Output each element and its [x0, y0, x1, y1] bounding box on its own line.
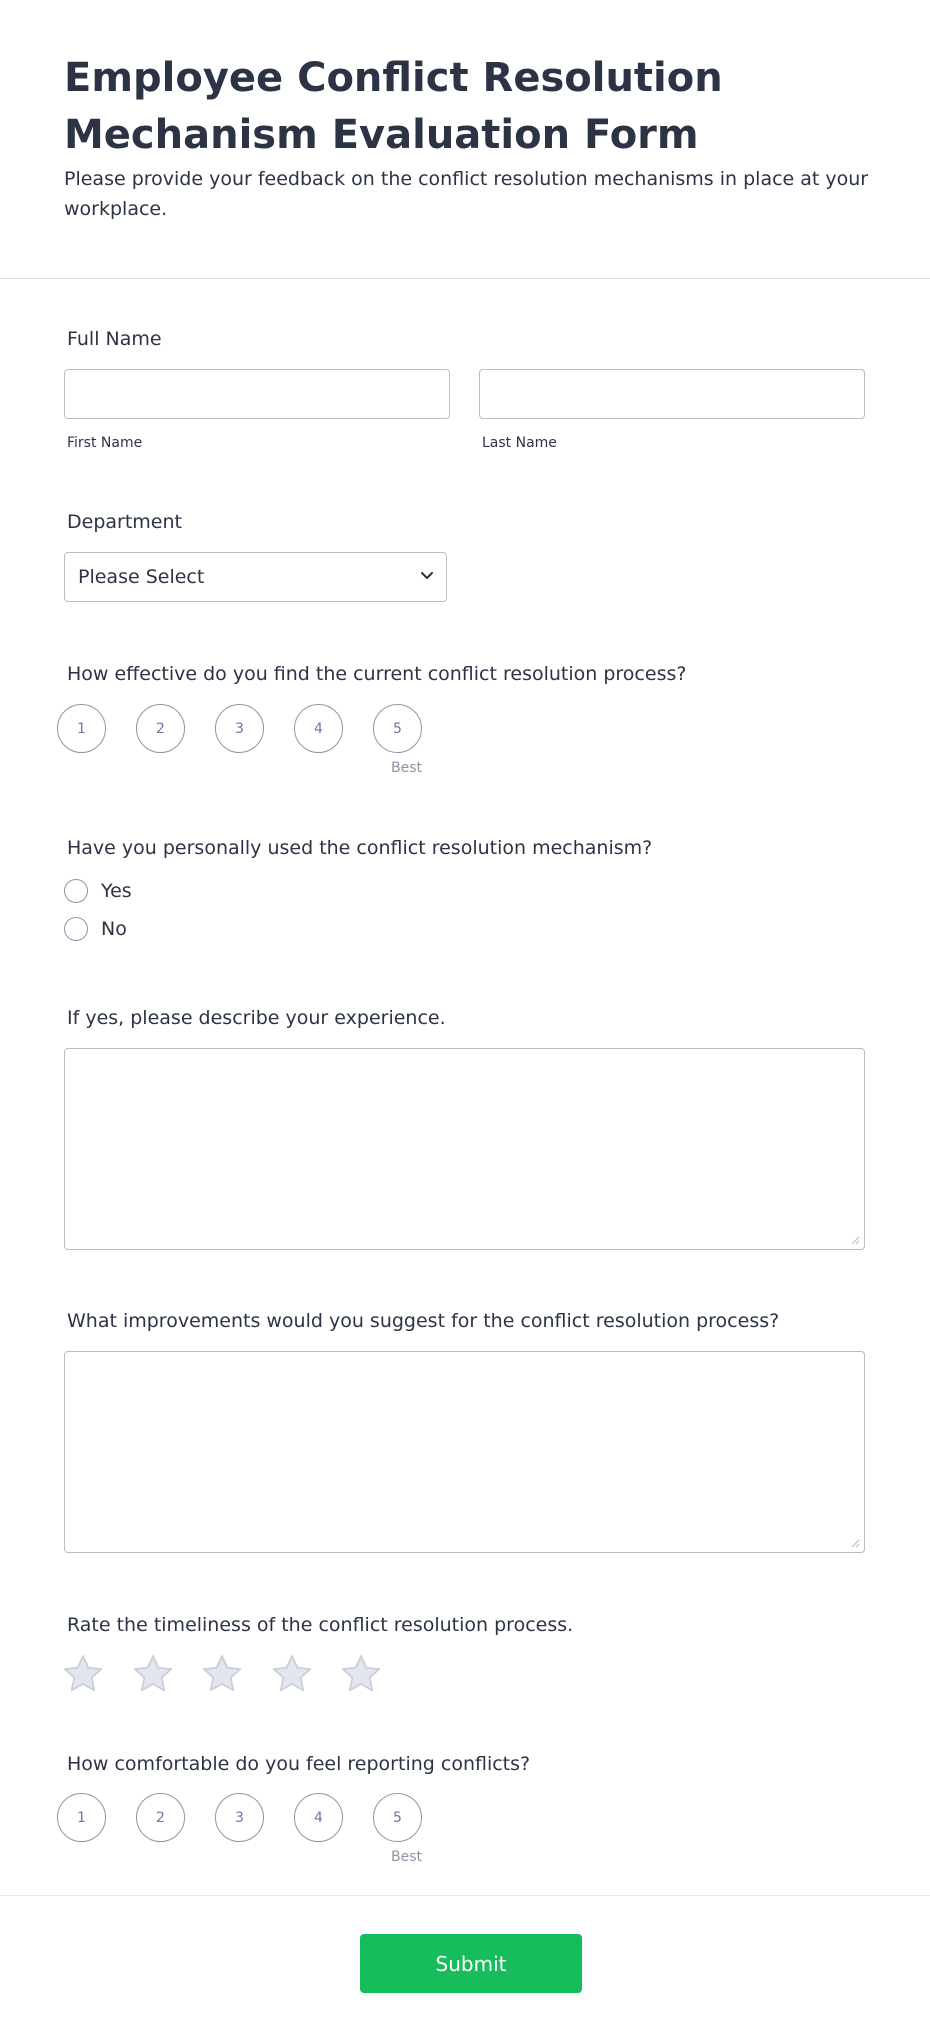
used-mechanism-no-radio[interactable]	[64, 917, 88, 941]
used-mechanism-yes-radio[interactable]	[64, 879, 88, 903]
effectiveness-option-4[interactable]: 4	[294, 704, 343, 753]
improvements-label: What improvements would you suggest for the conflict resolution process?	[67, 1310, 780, 1332]
submit-button[interactable]: Submit	[360, 1934, 582, 1993]
timeliness-label: Rate the timeliness of the conflict resolution process.	[67, 1614, 574, 1636]
improvements-textarea[interactable]	[64, 1351, 865, 1553]
comfort-option-3[interactable]: 3	[215, 1793, 264, 1842]
comfort-option-1[interactable]: 1	[57, 1793, 106, 1842]
full-name-label: Full Name	[67, 328, 162, 350]
star-icon[interactable]	[340, 1654, 382, 1694]
effectiveness-option-2[interactable]: 2	[136, 704, 185, 753]
effectiveness-best-label: Best	[391, 760, 423, 776]
form-description: Please provide your feedback on the conflict resolution mechanisms in place at your workplace.	[64, 168, 869, 220]
form-header	[0, 0, 930, 279]
department-selected-value: Please Select	[78, 566, 205, 588]
resize-grip-icon[interactable]	[850, 1235, 860, 1245]
used-mechanism-yes-label[interactable]: Yes	[101, 880, 132, 902]
experience-textarea[interactable]	[64, 1048, 865, 1250]
first-name-sublabel: First Name	[67, 435, 143, 451]
star-icon[interactable]	[132, 1654, 174, 1694]
comfort-best-label: Best	[391, 1849, 423, 1865]
comfort-label: How comfortable do you feel reporting conflicts?	[67, 1753, 531, 1775]
department-select[interactable]	[64, 552, 447, 602]
comfort-option-2[interactable]: 2	[136, 1793, 185, 1842]
experience-label: If yes, please describe your experience.	[67, 1007, 446, 1029]
effectiveness-option-5[interactable]: 5	[373, 704, 422, 753]
footer-divider	[0, 1895, 930, 1896]
comfort-option-5[interactable]: 5	[373, 1793, 422, 1842]
star-icon[interactable]	[201, 1654, 243, 1694]
chevron-down-icon	[420, 571, 434, 581]
last-name-input[interactable]	[479, 369, 865, 419]
first-name-input[interactable]	[64, 369, 450, 419]
form-title: Employee Conflict Resolution Mechanism Evaluation Form	[64, 55, 723, 158]
used-mechanism-no-label[interactable]: No	[101, 918, 127, 940]
comfort-option-4[interactable]: 4	[294, 1793, 343, 1842]
effectiveness-option-1[interactable]: 1	[57, 704, 106, 753]
last-name-sublabel: Last Name	[482, 435, 557, 451]
star-icon[interactable]	[271, 1654, 313, 1694]
effectiveness-label: How effective do you find the current conflict resolution process?	[67, 663, 687, 685]
star-icon[interactable]	[62, 1654, 104, 1694]
effectiveness-option-3[interactable]: 3	[215, 704, 264, 753]
department-label: Department	[67, 511, 182, 533]
used-mechanism-label: Have you personally used the conflict resolution mechanism?	[67, 837, 653, 859]
resize-grip-icon[interactable]	[850, 1538, 860, 1548]
